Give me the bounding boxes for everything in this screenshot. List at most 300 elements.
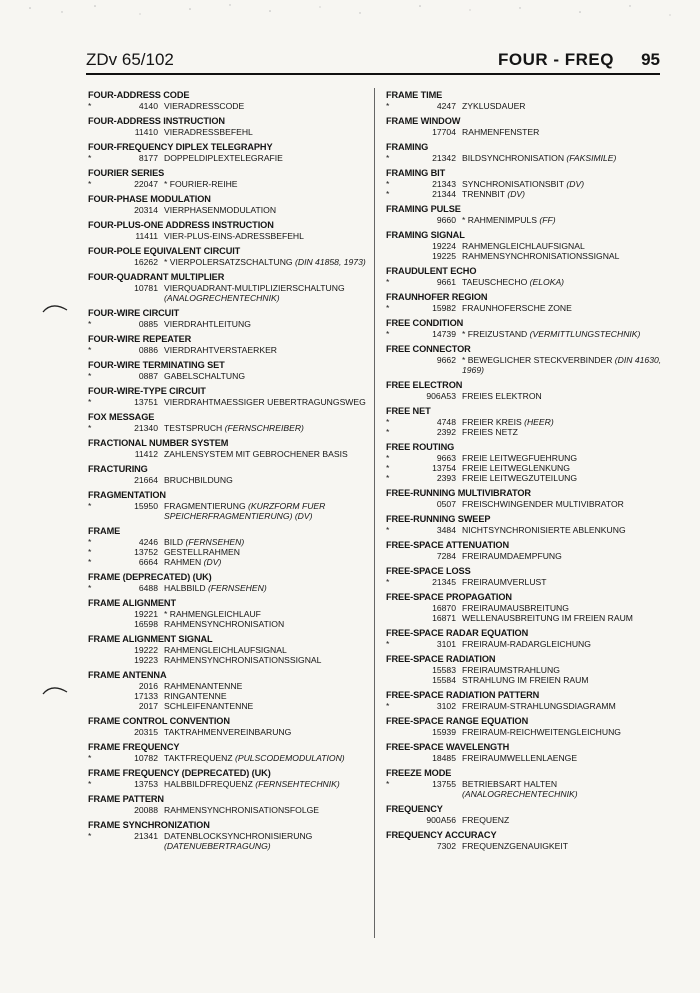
translation-row [386,551,664,561]
translation-text: HALBBILD [164,583,206,593]
translation-row [386,241,664,251]
subject-field-note: (PULSCODEMODULATION) [232,753,345,763]
term-code: 21343 [432,179,456,189]
term-code: 906A53 [426,391,456,401]
german-translation [164,727,291,737]
german-translation [462,303,572,313]
left-column [88,90,378,856]
term-code: 19221 [134,609,158,619]
glossary-entry [386,406,664,437]
glossary-entry [386,488,664,509]
translation-row [88,153,378,163]
translation-row [386,675,664,685]
german-translation [462,241,585,251]
glossary-entry [88,116,378,137]
glossary-entry [386,292,664,313]
translation-text: DOPPELDIPLEXTELEGRAFIE [164,153,283,163]
document-id: ZDv 65/102 [86,50,174,69]
asterisk-marker: * [386,463,390,473]
glossary-entry [386,592,664,623]
asterisk-marker: * [386,153,390,163]
translation-row [88,691,378,701]
entry-term: FREE-SPACE WAVELENGTH [386,742,510,752]
term-code: 11411 [135,231,158,241]
translation-row [386,779,664,789]
german-translation [164,779,340,789]
glossary-entry [88,820,378,851]
translation-text: DATENBLOCKSYNCHRONISIERUNG [164,831,313,841]
translation-row [88,645,378,655]
scan-noise-top [0,0,700,30]
translation-text: FREIES ELEKTRON [462,391,542,401]
translation-row [386,277,664,287]
asterisk-marker: * [386,417,390,427]
glossary-entry [386,344,664,375]
translation-text: BRUCHBILDUNG [164,475,233,485]
german-translation [164,397,366,407]
translation-row [88,619,378,629]
entry-term: FREE-SPACE PROPAGATION [386,592,512,602]
translation-text: WELLENAUSBREITUNG IM FREIEN RAUM [462,613,633,623]
term-code: 21664 [134,475,158,485]
asterisk-marker: * [88,537,92,547]
term-code: 22047 [134,179,158,189]
german-translation [164,101,244,111]
german-translation [462,101,526,111]
asterisk-marker: * [386,101,390,111]
asterisk-marker: * [88,319,92,329]
german-translation [462,675,589,685]
translation-text: VIERADRESSBEFEHL [164,127,253,137]
entry-term: FREE ROUTING [386,442,455,452]
translation-text: RINGANTENNE [164,691,227,701]
translation-row [386,463,664,473]
translation-text: STRAHLUNG IM FREIEN RAUM [462,675,589,685]
entry-term: FRAME FREQUENCY [88,742,180,752]
glossary-entry [88,168,378,189]
translation-row [386,101,664,111]
glossary-entry [88,412,378,433]
entry-term: FOUR-WIRE-TYPE CIRCUIT [88,386,206,396]
glossary-entry [386,442,664,483]
translation-row [386,427,664,437]
translation-row [88,583,378,593]
asterisk-marker: * [88,345,92,355]
translation-text: FREIE LEITWEGZUTEILUNG [462,473,578,483]
german-translation [462,499,624,509]
term-code: 13755 [432,779,456,789]
term-code: 2392 [436,427,456,437]
entry-term: FREE-SPACE RADIATION PATTERN [386,690,540,700]
glossary-entry [386,142,664,163]
entry-term: FOUR-POLE EQUIVALENT CIRCUIT [88,246,241,256]
german-translation [462,417,554,427]
entry-term: FOUR-PHASE MODULATION [88,194,211,204]
translation-text: ZAHLENSYSTEM MIT GEBROCHENER BASIS [164,449,348,459]
german-translation [462,153,616,163]
translation-row [386,453,664,463]
german-translation [462,277,564,287]
term-code: 16871 [432,613,456,623]
term-code: 8177 [138,153,158,163]
glossary-entry [88,90,378,111]
asterisk-marker: * [88,547,92,557]
subject-field-note: (DV) [504,189,526,199]
glossary-entry [88,142,378,163]
glossary-entry [88,598,378,629]
term-code: 19224 [432,241,456,251]
glossary-entry [386,204,664,225]
subject-field-note: (DV) [201,557,222,567]
german-translation [462,463,570,473]
translation-row [88,831,378,841]
subject-field-note: (DIN 41858, 1973) [292,257,366,267]
german-translation [164,475,233,485]
term-code: 2017 [138,701,158,711]
translation-text: SYNCHRONISATIONSBIT [462,179,565,189]
translation-text: FREIRAUM-REICHWEITENGLEICHUNG [462,727,621,737]
term-code: 11410 [134,127,158,137]
entry-term: FOUR-WIRE REPEATER [88,334,192,344]
entry-term: FREE-SPACE RANGE EQUATION [386,716,529,726]
translation-row [88,179,378,189]
translation-text: FRAUNHOFERSCHE ZONE [462,303,572,313]
term-code: 6488 [138,583,158,593]
german-translation [164,805,319,815]
entry-term: FRAUDULENT ECHO [386,266,477,276]
translation-row [386,153,664,163]
german-translation [462,603,569,613]
asterisk-marker: * [386,329,390,339]
subject-field-note: (DIN 41630, [612,355,662,365]
glossary-entry [386,742,664,763]
translation-text: BILD [164,537,184,547]
scan-mark-arc [40,682,70,696]
translation-row [386,355,664,365]
glossary-entry [88,272,378,303]
asterisk-marker: * [88,583,92,593]
german-translation [462,779,557,789]
translation-text: RAHMENGLEICHLAUFSIGNAL [164,645,287,655]
german-translation [462,577,547,587]
entry-term: FREE-RUNNING SWEEP [386,514,491,524]
subject-field-note: (FERNSEHTECHNIK) [252,779,340,789]
translation-row [88,547,378,557]
translation-text: RAHMENGLEICHLAUFSIGNAL [462,241,585,251]
german-translation [164,319,251,329]
translation-row [88,319,378,329]
term-code: 9660 [436,215,456,225]
translation-row [386,665,664,675]
translation-row [386,603,664,613]
glossary-entry [386,266,664,287]
subject-field-note: (FERNSCHREIBER) [222,423,304,433]
subject-field-note: (FERNSEHEN) [183,537,245,547]
entry-term: FOUR-ADDRESS INSTRUCTION [88,116,225,126]
german-translation [462,251,619,261]
entry-term: FRAME ANTENNA [88,670,167,680]
translation-row [88,805,378,815]
term-code: 2393 [436,473,456,483]
german-translation [164,231,304,241]
entry-term: FREE NET [386,406,431,416]
term-code: 21340 [134,423,158,433]
translation-row [386,189,664,199]
glossary-entry [88,716,378,737]
entry-term: FRAMING PULSE [386,204,461,214]
entry-term: FOUR-WIRE CIRCUIT [88,308,180,318]
term-code: 11412 [134,449,158,459]
german-translation [462,639,591,649]
german-translation [164,127,253,137]
translation-row [88,681,378,691]
translation-row [386,499,664,509]
translation-row [88,449,378,459]
term-code: 19225 [432,251,456,261]
german-translation [164,681,242,691]
glossary-entry [386,230,664,261]
translation-row [88,727,378,737]
german-translation [164,701,253,711]
translation-row [88,101,378,111]
german-translation [462,215,556,225]
term-code: 3102 [436,701,456,711]
german-translation [164,423,304,433]
scan-mark-arc [40,300,70,314]
term-code: 21345 [432,577,456,587]
translation-text: VIER-PLUS-EINS-ADRESSBEFEHL [164,231,304,241]
translation-text: VIERQUADRANT-MULTIPLIZIERSCHALTUNG [164,283,345,293]
translation-text: * FREIZUSTAND [462,329,528,339]
german-translation [462,391,542,401]
entry-term: FRAME ALIGNMENT SIGNAL [88,634,213,644]
translation-text: RAHMENSYNCHRONISATIONSSIGNAL [462,251,620,261]
term-code: 20314 [134,205,158,215]
glossary-entry [386,90,664,111]
translation-text: FRAGMENTIERUNG [164,501,246,511]
german-translation [462,613,633,623]
asterisk-marker: * [88,153,92,163]
translation-text: VIERDRAHTMAESSIGER UEBERTRAGUNGSWEG [164,397,366,407]
entry-term: FRAGMENTATION [88,490,166,500]
entry-term: FRAMING [386,142,429,152]
entry-term: FOX MESSAGE [88,412,155,422]
german-translation [164,205,276,215]
translation-text: ZYKLUSDAUER [462,101,526,111]
translation-row [88,345,378,355]
glossary-entry [88,464,378,485]
translation-text: FREIRAUM-STRAHLUNGSDIAGRAMM [462,701,616,711]
glossary-entry [88,386,378,407]
german-translation [462,815,509,825]
page-number: 95 [641,50,660,69]
entry-term: FOURIER SERIES [88,168,165,178]
glossary-entry [386,380,664,401]
term-code: 17704 [432,127,456,137]
right-column [386,90,664,856]
translation-continuation: (ANALOGRECHENTECHNIK) [164,293,280,303]
german-translation [462,453,577,463]
entry-term: FOUR-FREQUENCY DIPLEX TELEGRAPHY [88,142,273,152]
entry-term: FRAME CONTROL CONVENTION [88,716,230,726]
german-translation [462,753,577,763]
term-code: 18485 [432,753,456,763]
asterisk-marker: * [88,501,92,511]
german-translation [462,727,621,737]
asterisk-marker: * [386,525,390,535]
translation-row [386,639,664,649]
german-translation [462,665,560,675]
term-code: 15583 [432,665,456,675]
asterisk-marker: * [386,639,390,649]
translation-text: FREIRAUMSTRAHLUNG [462,665,560,675]
glossary-entry [88,220,378,241]
translation-text: VIERDRAHTLEITUNG [164,319,251,329]
glossary-entry [386,318,664,339]
translation-row [386,179,664,189]
translation-text: RAHMENFENSTER [462,127,540,137]
subject-field-note: (FAKSIMILE) [564,153,617,163]
term-code: 0887 [138,371,158,381]
header-rule [86,73,660,75]
translation-row [386,841,664,851]
subject-field-note: (HEER) [521,417,554,427]
translation-row [386,577,664,587]
term-code: 2016 [138,681,158,691]
term-code: 16262 [134,257,158,267]
translation-text: * RAHMENIMPULS [462,215,537,225]
translation-row [386,303,664,313]
asterisk-marker: * [386,189,390,199]
term-code: 15584 [432,675,456,685]
asterisk-marker: * [386,577,390,587]
term-code: 9663 [436,453,456,463]
glossary-entry [88,194,378,215]
entry-term: FRACTURING [88,464,148,474]
term-code: 15982 [432,303,456,313]
translation-text: FREIE LEITWEGFUEHRUNG [462,453,578,463]
glossary-entry [88,572,378,593]
term-code: 7284 [436,551,456,561]
term-code: 15950 [134,501,158,511]
translation-continuation: (ANALOGRECHENTECHNIK) [462,789,578,799]
asterisk-marker: * [386,473,390,483]
entry-term: FREE-SPACE RADAR EQUATION [386,628,529,638]
translation-row [88,701,378,711]
translation-text: GABELSCHALTUNG [164,371,246,381]
term-code: 16870 [432,603,456,613]
asterisk-marker: * [88,831,92,841]
german-translation [462,427,518,437]
entry-term: FREE-RUNNING MULTIVIBRATOR [386,488,531,498]
asterisk-marker: * [386,453,390,463]
glossary-entry [386,168,664,199]
entry-term: FRAME FREQUENCY (DEPRECATED) (UK) [88,768,271,778]
term-code: 9661 [436,277,456,287]
entry-term: FRAUNHOFER REGION [386,292,488,302]
translation-text: RAHMENANTENNE [164,681,243,691]
term-code: 19223 [134,655,158,665]
translation-text: TAKTRAHMENVEREINBARUNG [164,727,292,737]
glossary-entry [88,334,378,355]
asterisk-marker: * [386,277,390,287]
glossary-entry [386,716,664,737]
translation-row [386,701,664,711]
entry-term: FOUR-QUADRANT MULTIPLIER [88,272,225,282]
asterisk-marker: * [386,701,390,711]
entry-term: FREE ELECTRON [386,380,463,390]
german-translation [164,557,221,567]
translation-text: FREQUENZ [462,815,510,825]
german-translation [164,371,245,381]
translation-row [88,257,378,267]
term-code: 7302 [436,841,456,851]
translation-row [88,779,378,789]
glossary-entry [386,514,664,535]
translation-row [88,475,378,485]
translation-row [386,613,664,623]
translation-text: RAHMEN [164,557,202,567]
entry-term: FREE-SPACE RADIATION [386,654,496,664]
glossary-entry [88,438,378,459]
german-translation [462,355,661,365]
asterisk-marker: * [386,179,390,189]
translation-continuation: SPEICHERFRAGMENTIERUNG) (DV) [164,511,313,521]
translation-row [88,655,378,665]
german-translation [462,525,626,535]
term-code: 13754 [432,463,456,473]
glossary-entry [386,690,664,711]
glossary-entry [88,490,378,521]
german-translation [164,179,238,189]
translation-text: TAKTFREQUENZ [164,753,233,763]
german-translation [462,551,562,561]
term-code: 17133 [134,691,158,701]
term-code: 900A56 [426,815,456,825]
entry-term: FOUR-WIRE TERMINATING SET [88,360,225,370]
translation-row [88,231,378,241]
german-translation [462,179,584,189]
entry-term: FREE-SPACE LOSS [386,566,471,576]
german-translation [462,189,525,199]
entry-term: FRAME ALIGNMENT [88,598,176,608]
term-code: 3484 [436,525,456,535]
glossary-entry [88,670,378,711]
entry-term: FRAMING BIT [386,168,446,178]
german-translation [164,831,312,841]
translation-text: TAEUSCHECHO [462,277,528,287]
german-translation [164,645,287,655]
entry-term: FRAME SYNCHRONIZATION [88,820,210,830]
term-code: 3101 [436,639,456,649]
translation-row [386,251,664,261]
term-code: 21341 [134,831,158,841]
german-translation [164,537,244,547]
translation-text: * VIERPOLERSATZSCHALTUNG [164,257,293,267]
translation-text: * FOURIER-REIHE [164,179,238,189]
translation-row [386,727,664,737]
asterisk-marker: * [88,371,92,381]
translation-text: FREQUENZGENAUIGKEIT [462,841,568,851]
german-translation [164,691,227,701]
subject-field-note: (FERNSEHEN) [205,583,267,593]
glossary-entry [88,794,378,815]
entry-term: FRAME [88,526,121,536]
german-translation [164,257,366,267]
asterisk-marker: * [88,557,92,567]
asterisk-marker: * [88,423,92,433]
translation-continuation: 1969) [462,365,484,375]
